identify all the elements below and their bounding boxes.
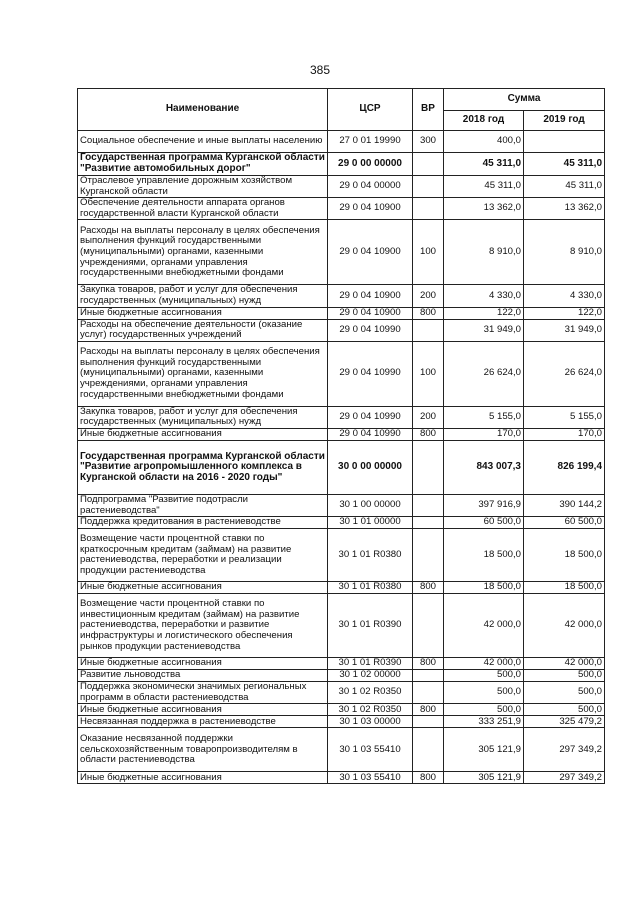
table-row — [78, 517, 605, 529]
row-name: Государственная программа Курганской области "Развитие автомобильных дорог" — [78, 153, 328, 176]
table-row — [78, 153, 605, 176]
row-name: Несвязанная поддержка в растениеводстве — [78, 716, 328, 728]
table-row — [78, 772, 605, 784]
row-sum-2018: 305 121,9 — [444, 772, 524, 784]
row-sum-2018: 26 624,0 — [444, 341, 524, 406]
row-vr — [413, 176, 444, 198]
row-sum-2019: 170,0 — [524, 428, 605, 440]
row-vr — [413, 682, 444, 704]
row-vr — [413, 153, 444, 176]
row-sum-2018: 13 362,0 — [444, 198, 524, 220]
row-name: Иные бюджетные ассигнования — [78, 582, 328, 594]
row-vr — [413, 728, 444, 772]
table-row — [78, 285, 605, 307]
table-row — [78, 658, 605, 670]
table-row — [78, 582, 605, 594]
row-vr: 100 — [413, 220, 444, 285]
row-name: Государственная программа Курганской области "Развитие агропромышленного комплекса в Курганской области на 2016 - 2020 годы" — [78, 440, 328, 494]
row-sum-2018: 18 500,0 — [444, 582, 524, 594]
row-sum-2018: 843 007,3 — [444, 440, 524, 494]
row-sum-2018: 45 311,0 — [444, 153, 524, 176]
row-name: Подпрограмма "Развитие подотрасли растениеводства" — [78, 494, 328, 516]
row-csr: 29 0 04 10900 — [328, 198, 413, 220]
table-row — [78, 406, 605, 428]
row-csr: 29 0 04 00000 — [328, 176, 413, 198]
row-csr: 29 0 00 00000 — [328, 153, 413, 176]
table-row — [78, 728, 605, 772]
row-sum-2018: 397 916,9 — [444, 494, 524, 516]
row-csr: 29 0 04 10990 — [328, 341, 413, 406]
row-vr — [413, 440, 444, 494]
table-row — [78, 176, 605, 198]
row-name: Иные бюджетные ассигнования — [78, 428, 328, 440]
row-vr: 200 — [413, 406, 444, 428]
row-sum-2019: 500,0 — [524, 704, 605, 716]
row-sum-2019 — [524, 131, 605, 153]
row-name: Иные бюджетные ассигнования — [78, 772, 328, 784]
row-vr: 800 — [413, 428, 444, 440]
table-body — [78, 131, 605, 784]
row-csr: 29 0 04 10990 — [328, 319, 413, 341]
row-sum-2018: 170,0 — [444, 428, 524, 440]
row-vr: 800 — [413, 307, 444, 319]
table-header — [78, 89, 605, 131]
row-vr — [413, 494, 444, 516]
row-vr — [413, 716, 444, 728]
row-sum-2019: 297 349,2 — [524, 772, 605, 784]
row-sum-2019: 45 311,0 — [524, 176, 605, 198]
row-csr: 29 0 04 10990 — [328, 428, 413, 440]
row-sum-2019: 18 500,0 — [524, 529, 605, 582]
row-csr: 30 1 01 R0390 — [328, 658, 413, 670]
row-csr: 29 0 04 10900 — [328, 285, 413, 307]
row-csr: 30 0 00 00000 — [328, 440, 413, 494]
row-csr: 30 1 01 R0390 — [328, 594, 413, 658]
row-vr — [413, 529, 444, 582]
row-csr: 30 1 02 00000 — [328, 670, 413, 682]
table-row — [78, 494, 605, 516]
row-sum-2018: 500,0 — [444, 670, 524, 682]
row-sum-2019: 390 144,2 — [524, 494, 605, 516]
row-sum-2018: 31 949,0 — [444, 319, 524, 341]
row-sum-2018: 60 500,0 — [444, 517, 524, 529]
row-sum-2019: 18 500,0 — [524, 582, 605, 594]
row-csr: 30 1 01 R0380 — [328, 582, 413, 594]
row-vr: 200 — [413, 285, 444, 307]
row-sum-2019: 8 910,0 — [524, 220, 605, 285]
table-row — [78, 307, 605, 319]
row-sum-2019: 297 349,2 — [524, 728, 605, 772]
row-csr: 30 1 01 R0380 — [328, 529, 413, 582]
table-row — [78, 341, 605, 406]
row-csr: 29 0 04 10900 — [328, 220, 413, 285]
row-sum-2019: 45 311,0 — [524, 153, 605, 176]
row-csr: 29 0 04 10900 — [328, 307, 413, 319]
row-name: Обеспечение деятельности аппарата органов государственной власти Курганской области — [78, 198, 328, 220]
row-sum-2018: 42 000,0 — [444, 594, 524, 658]
row-name: Иные бюджетные ассигнования — [78, 307, 328, 319]
row-sum-2018: 45 311,0 — [444, 176, 524, 198]
row-name: Развитие льноводства — [78, 670, 328, 682]
row-name: Возмещение части процентной ставки по инвестиционным кредитам (займам) на развитие растениеводства, переработки и развитие инфраструктуры и логистического обеспечения рынков продукции растениеводства — [78, 594, 328, 658]
row-name: Оказание несвязанной поддержки сельскохозяйственным товаропроизводителям в области растениеводства — [78, 728, 328, 772]
row-sum-2018: 500,0 — [444, 682, 524, 704]
row-csr: 30 1 02 R0350 — [328, 704, 413, 716]
row-name: Возмещение части процентной ставки по краткосрочным кредитам (займам) на развитие растениеводства, переработки и реализации продукции растениеводства — [78, 529, 328, 582]
row-sum-2019: 325 479,2 — [524, 716, 605, 728]
row-sum-2018: 305 121,9 — [444, 728, 524, 772]
row-csr: 30 1 00 00000 — [328, 494, 413, 516]
row-name: Расходы на обеспечение деятельности (оказание услуг) государственных учреждений — [78, 319, 328, 341]
row-csr: 30 1 01 00000 — [328, 517, 413, 529]
row-sum-2019: 26 624,0 — [524, 341, 605, 406]
header-vr: ВР — [413, 89, 444, 131]
row-vr — [413, 319, 444, 341]
row-sum-2019: 13 362,0 — [524, 198, 605, 220]
header-sum: Сумма — [444, 89, 605, 111]
row-vr — [413, 670, 444, 682]
page-number: 385 — [309, 63, 331, 77]
row-sum-2019: 5 155,0 — [524, 406, 605, 428]
row-vr: 800 — [413, 772, 444, 784]
row-sum-2019: 500,0 — [524, 670, 605, 682]
header-name: Наименование — [78, 89, 328, 131]
row-name: Закупка товаров, работ и услуг для обеспечения государственных (муниципальных) нужд — [78, 406, 328, 428]
header-year-2018: 2018 год — [444, 111, 524, 131]
row-vr: 100 — [413, 341, 444, 406]
row-sum-2018: 500,0 — [444, 704, 524, 716]
row-name: Социальное обеспечение и иные выплаты населению — [78, 131, 328, 153]
header-csr: ЦСР — [328, 89, 413, 131]
table-row — [78, 716, 605, 728]
row-sum-2018: 18 500,0 — [444, 529, 524, 582]
row-sum-2019: 42 000,0 — [524, 594, 605, 658]
row-sum-2018: 42 000,0 — [444, 658, 524, 670]
table-row — [78, 198, 605, 220]
row-name: Закупка товаров, работ и услуг для обеспечения государственных (муниципальных) нужд — [78, 285, 328, 307]
row-vr: 800 — [413, 704, 444, 716]
row-sum-2019: 500,0 — [524, 682, 605, 704]
header-year-2019: 2019 год — [524, 111, 605, 131]
table-row — [78, 594, 605, 658]
row-csr: 30 1 03 55410 — [328, 728, 413, 772]
row-csr: 30 1 03 00000 — [328, 716, 413, 728]
row-name: Иные бюджетные ассигнования — [78, 658, 328, 670]
row-sum-2018: 122,0 — [444, 307, 524, 319]
row-vr: 300 — [413, 131, 444, 153]
table-row — [78, 529, 605, 582]
row-vr: 800 — [413, 658, 444, 670]
row-csr: 30 1 03 55410 — [328, 772, 413, 784]
row-sum-2018: 8 910,0 — [444, 220, 524, 285]
table-row — [78, 428, 605, 440]
table-row — [78, 220, 605, 285]
row-name: Расходы на выплаты персоналу в целях обеспечения выполнения функций государственными (муниципальными) органами, казенными учреждениями, органами управления государственными внебюджетными фондами — [78, 220, 328, 285]
row-sum-2019: 4 330,0 — [524, 285, 605, 307]
row-name: Иные бюджетные ассигнования — [78, 704, 328, 716]
row-name: Поддержка экономически значимых региональных программ в области растениеводства — [78, 682, 328, 704]
row-sum-2019: 826 199,4 — [524, 440, 605, 494]
row-vr — [413, 198, 444, 220]
row-sum-2018: 5 155,0 — [444, 406, 524, 428]
table-row — [78, 670, 605, 682]
row-sum-2018: 4 330,0 — [444, 285, 524, 307]
row-csr: 27 0 01 19990 — [328, 131, 413, 153]
row-csr: 30 1 02 R0350 — [328, 682, 413, 704]
row-sum-2019: 42 000,0 — [524, 658, 605, 670]
budget-table — [77, 88, 605, 784]
table-row — [78, 440, 605, 494]
table-row — [78, 704, 605, 716]
row-csr: 29 0 04 10990 — [328, 406, 413, 428]
table-row — [78, 682, 605, 704]
row-name: Поддержка кредитования в растениеводстве — [78, 517, 328, 529]
row-vr — [413, 594, 444, 658]
row-sum-2019: 60 500,0 — [524, 517, 605, 529]
row-vr — [413, 517, 444, 529]
row-sum-2018: 333 251,9 — [444, 716, 524, 728]
row-name: Расходы на выплаты персоналу в целях обеспечения выполнения функций государственными (муниципальными) органами, казенными учреждениями, органами управления государственными внебюджетными фондами — [78, 341, 328, 406]
row-sum-2018: 400,0 — [444, 131, 524, 153]
row-vr: 800 — [413, 582, 444, 594]
row-name: Отраслевое управление дорожным хозяйством Курганской области — [78, 176, 328, 198]
row-sum-2019: 31 949,0 — [524, 319, 605, 341]
table-row — [78, 131, 605, 153]
row-sum-2019: 122,0 — [524, 307, 605, 319]
table-row — [78, 319, 605, 341]
